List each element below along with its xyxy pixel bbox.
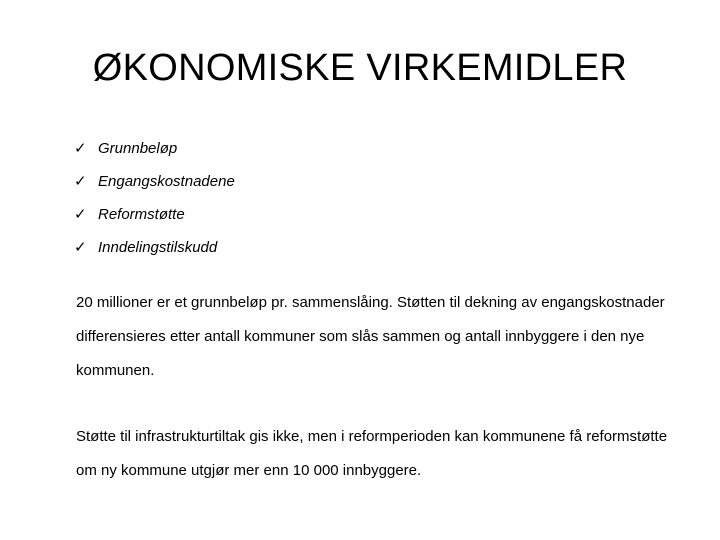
bullet-label: Reformstøtte [98,206,185,223]
bullet-label: Inndelingstilskudd [98,239,218,256]
bullet-list [74,132,235,264]
bullet-item [74,132,235,165]
check-icon: ✓ [74,206,87,223]
bullet-label: Engangskostnadene [98,173,235,190]
check-icon: ✓ [74,140,87,157]
check-icon: ✓ [74,173,87,190]
bullet-item [74,231,235,264]
body-paragraph: Støtte til infrastrukturtiltak gis ikke, men i reformperioden kan kommunene få reformstøtte om ny kommune utgjør mer enn 10 000 innbyggere. [76,428,668,479]
slide-title: ØKONOMISKE VIRKEMIDLER [92,47,628,89]
bullet-item [74,198,235,231]
bullet-item [74,165,235,198]
bullet-label: Grunnbeløp [98,140,178,157]
body-paragraph: 20 millioner er et grunnbeløp pr. sammenslåing. Støtten til dekning av engangskostnader differensieres etter antall kommuner som slås sammen og antall innbyggere i den nye kommunen. [76,294,665,379]
check-icon: ✓ [74,239,87,256]
